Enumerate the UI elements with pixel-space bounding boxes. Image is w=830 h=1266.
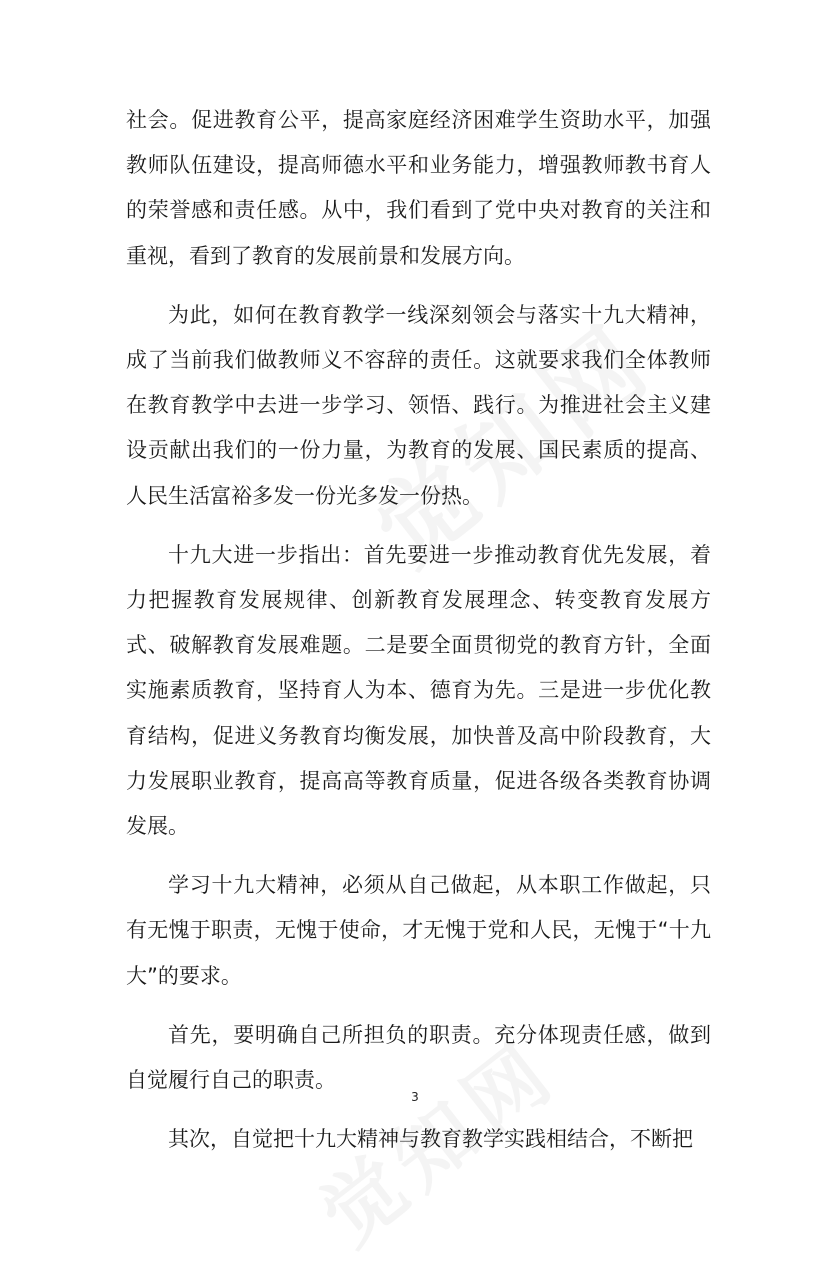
paragraph-6: 其次，自觉把十九大精神与教育教学实践相结合，不断把 — [168, 1127, 693, 1152]
paragraph-1: 社会。促进教育公平，提高家庭经济困难学生资助水平，加强教师队伍建设，提高师德水平和业务能力，增强教师教书育人的荣誉感和责任感。从中，我们看到了党中央对教育的关注和重视，看到了教育的发展前景和发展方向。 — [126, 108, 711, 268]
page-number: 3 — [411, 1090, 419, 1104]
paragraph-5: 首先，要明确自己所担负的职责。充分体现责任感，做到自觉履行自己的职责。 — [126, 1022, 711, 1093]
paragraph-3: 十九大进一步指出：首先要进一步推动教育优先发展，着力把握教育发展规律、创新教育发展理念、转变教育发展方式、破解教育发展难题。二是要全面贯彻党的教育方针，全面实施素质教育，坚持育人为本、德育为先。三是进一步优化教育结构，促进义务教育均衡发展，加快普及高中阶段教育，大力发展职业教育，提高高等教育质量，促进各级各类教育协调发展。 — [126, 542, 711, 839]
paragraph-2: 为此，如何在教育教学一线深刻领会与落实十九大精神，成了当前我们做教师义不容辞的责任。这就要求我们全体教师在教育教学中去进一步学习、领悟、践行。为推进社会主义建设贡献出我们的一份力量，为教育的发展、国民素质的提高、人民生活富裕多发一份光多发一份热。 — [126, 302, 711, 508]
body-text — [126, 98, 711, 1176]
paragraph-4: 学习十九大精神，必须从自己做起，从本职工作做起，只有无愧于职责，无愧于使命，才无愧于党和人民，无愧于“十九大”的要求。 — [126, 873, 711, 988]
